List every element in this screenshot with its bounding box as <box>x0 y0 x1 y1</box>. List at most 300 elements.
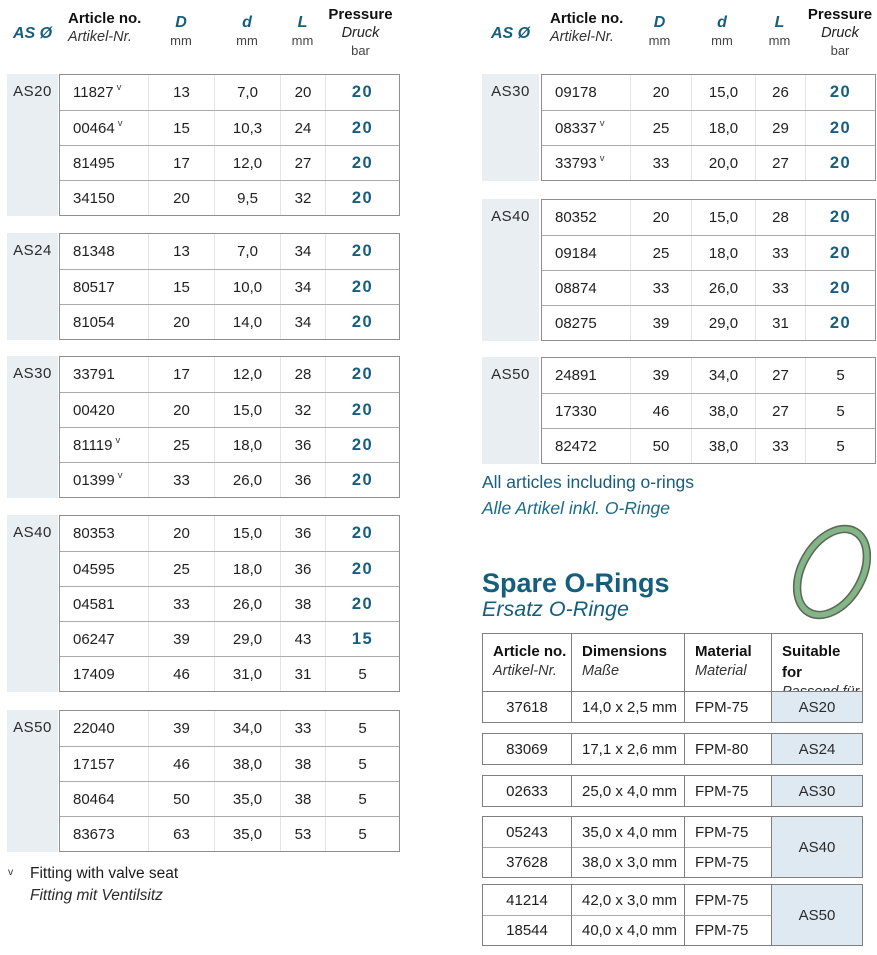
table-row <box>542 110 875 145</box>
article-cell <box>60 657 148 691</box>
spare-column <box>684 776 771 806</box>
article-cell <box>60 146 148 180</box>
pressure-cell: 5 <box>805 394 875 428</box>
spare-column <box>684 817 771 877</box>
column-header-D-label: D <box>175 14 187 31</box>
D-cell: 20 <box>148 305 214 339</box>
d-cell: 12,0 <box>214 357 280 392</box>
fitting-group-table <box>59 515 400 692</box>
valve-seat-marker: v <box>599 152 605 164</box>
article-cell <box>542 111 630 145</box>
table-row <box>542 305 875 340</box>
d-cell: 14,0 <box>214 305 280 339</box>
spare-header-article-en: Article no. <box>493 643 567 660</box>
pressure-cell: 20 <box>805 271 875 305</box>
D-cell: 33 <box>148 463 214 497</box>
group-label-cell <box>7 356 58 498</box>
table-row <box>60 392 399 427</box>
table-row <box>60 746 399 781</box>
pressure-cell: 20 <box>325 75 399 110</box>
pressure-cell: 20 <box>325 111 399 145</box>
d-cell: 20,0 <box>691 146 755 180</box>
L-cell: 20 <box>280 75 325 110</box>
pressure-cell: 20 <box>325 393 399 427</box>
table-row <box>60 781 399 816</box>
spare-article-cell: 02633 <box>506 782 548 800</box>
d-cell: 26,0 <box>214 463 280 497</box>
spare-column <box>571 692 684 722</box>
D-cell: 20 <box>148 516 214 551</box>
article-number: 81119 <box>73 436 113 454</box>
column-header-pressure-right <box>803 6 877 59</box>
column-header-pressure-en: Pressure <box>328 6 393 23</box>
article-number: 08275 <box>555 314 597 332</box>
pressure-cell: 20 <box>325 305 399 339</box>
group-label: AS30 <box>13 365 52 382</box>
spare-header-material <box>684 634 771 691</box>
article-number: 04581 <box>73 595 115 613</box>
spare-oring-block <box>482 816 863 878</box>
orings-included-note-de: Alle Artikel inkl. O-Ringe <box>482 498 671 518</box>
group-label: AS50 <box>13 719 52 736</box>
d-cell: 18,0 <box>691 111 755 145</box>
L-cell: 33 <box>755 429 805 463</box>
article-cell <box>60 516 148 551</box>
spare-column <box>483 692 571 722</box>
L-cell: 24 <box>280 111 325 145</box>
table-row <box>60 234 399 269</box>
d-cell: 10,0 <box>214 270 280 304</box>
table-row <box>60 357 399 392</box>
article-number: 17409 <box>73 665 115 683</box>
pressure-cell: 20 <box>805 236 875 270</box>
article-number: 08874 <box>555 279 597 297</box>
L-cell: 33 <box>280 711 325 746</box>
spare-dims-cell: 14,0 x 2,5 mm <box>582 698 678 716</box>
spare-orings-title: Spare O-Rings <box>482 568 670 598</box>
spare-column <box>684 734 771 764</box>
column-header-article-left <box>68 9 141 47</box>
o-ring-icon <box>786 516 877 628</box>
table-row <box>60 621 399 656</box>
group-label: AS40 <box>13 524 52 541</box>
article-cell <box>60 587 148 621</box>
L-cell: 31 <box>280 657 325 691</box>
fitting-group-table <box>541 357 876 464</box>
column-header-d-right <box>690 13 754 49</box>
d-cell: 38,0 <box>691 394 755 428</box>
table-row <box>542 200 875 235</box>
column-header-pressure-de: Druck <box>341 25 380 41</box>
d-cell: 18,0 <box>214 552 280 586</box>
article-cell <box>60 711 148 746</box>
spare-material-cell: FPM-80 <box>695 740 749 758</box>
column-header-pressure-unit: bar <box>830 43 850 58</box>
spare-column <box>684 692 771 722</box>
spare-header-material-de: Material <box>695 663 747 679</box>
article-cell <box>542 146 630 180</box>
table-row <box>60 180 399 215</box>
pressure-cell: 5 <box>325 711 399 746</box>
d-cell: 15,0 <box>214 393 280 427</box>
spare-material-cell: FPM-75 <box>695 698 749 716</box>
pressure-cell: 5 <box>325 657 399 691</box>
spare-orings-subtitle: Ersatz O-Ringe <box>482 597 629 621</box>
spare-header-suitable-en: Suitable for <box>782 643 841 681</box>
D-cell: 25 <box>630 236 691 270</box>
fitting-group-table <box>59 356 400 498</box>
column-header-L-label: L <box>297 14 308 31</box>
column-header-article-en: Article no. <box>68 10 142 27</box>
pressure-cell: 20 <box>325 587 399 621</box>
article-number: 09178 <box>555 84 597 101</box>
d-cell: 38,0 <box>214 747 280 781</box>
valve-seat-marker: v <box>117 469 123 481</box>
d-cell: 15,0 <box>214 516 280 551</box>
L-cell: 36 <box>280 463 325 497</box>
L-cell: 38 <box>280 587 325 621</box>
column-header-article-en: Article no. <box>550 10 624 27</box>
D-cell: 33 <box>148 587 214 621</box>
column-header-L-label: L <box>774 14 785 31</box>
orings-included-note-en: All articles including o-rings <box>482 472 695 492</box>
column-header-pressure-left <box>321 6 400 59</box>
group-label-cell <box>7 74 58 216</box>
d-cell: 9,5 <box>214 181 280 215</box>
spare-article-cell: 37628 <box>483 847 571 877</box>
group-label-cell <box>7 710 58 852</box>
article-number: 81348 <box>73 243 115 260</box>
pressure-cell: 20 <box>325 270 399 304</box>
pressure-cell: 5 <box>325 747 399 781</box>
article-cell <box>542 394 630 428</box>
spare-material-cell: FPM-75 <box>695 782 749 800</box>
column-header-L-unit: mm <box>768 33 791 48</box>
D-cell: 33 <box>630 271 691 305</box>
column-header-D-left <box>148 13 214 49</box>
suitable-for-cell: AS40 <box>771 817 862 877</box>
spare-orings-table-header <box>482 633 863 692</box>
D-cell: 20 <box>148 181 214 215</box>
suitable-for-cell: AS20 <box>771 692 862 722</box>
spare-column <box>483 817 571 877</box>
article-cell <box>60 75 148 110</box>
L-cell: 31 <box>755 306 805 340</box>
D-cell: 15 <box>148 111 214 145</box>
spare-material-cell: FPM-75 <box>695 823 749 841</box>
spare-dims-cell: 17,1 x 2,6 mm <box>582 740 678 758</box>
spare-dims-cell: 40,0 x 4,0 mm <box>572 915 684 945</box>
article-cell <box>60 305 148 339</box>
fitting-group-table <box>541 199 876 341</box>
table-row <box>60 816 399 851</box>
table-row <box>542 75 875 110</box>
table-row <box>542 270 875 305</box>
article-number: 17330 <box>555 402 597 420</box>
article-number: 04595 <box>73 560 115 578</box>
L-cell: 38 <box>280 747 325 781</box>
group-label-cell <box>7 233 58 340</box>
article-cell <box>542 429 630 463</box>
L-cell: 53 <box>280 817 325 851</box>
spare-article-cell: 18544 <box>483 915 571 945</box>
spare-header-dimensions-de: Maße <box>582 663 620 679</box>
spare-header-article-de: Artikel-Nr. <box>493 663 557 679</box>
table-row <box>542 428 875 463</box>
spare-column <box>571 734 684 764</box>
D-cell: 25 <box>148 428 214 462</box>
article-cell <box>542 200 630 235</box>
column-header-pressure-en: Pressure <box>807 6 873 23</box>
L-cell: 43 <box>280 622 325 656</box>
pressure-cell: 20 <box>805 306 875 340</box>
valve-seat-marker: v <box>116 82 122 93</box>
article-cell <box>60 782 148 816</box>
L-cell: 27 <box>755 394 805 428</box>
pressure-cell: 20 <box>325 146 399 180</box>
column-header-D-unit: mm <box>648 33 671 48</box>
pressure-cell: 5 <box>805 429 875 463</box>
group-label: AS20 <box>13 83 52 100</box>
spare-column <box>571 817 684 877</box>
table-row <box>542 358 875 393</box>
spare-column <box>571 776 684 806</box>
column-header-D-right <box>629 13 690 49</box>
column-header-as-right: AS Ø <box>490 25 531 42</box>
spare-header-material-en: Material <box>695 643 752 660</box>
fitting-group-table <box>59 233 400 340</box>
d-cell: 35,0 <box>214 817 280 851</box>
D-cell: 25 <box>630 111 691 145</box>
pressure-cell: 20 <box>325 357 399 392</box>
article-number: 33791 <box>73 366 115 383</box>
article-cell <box>60 270 148 304</box>
d-cell: 12,0 <box>214 146 280 180</box>
D-cell: 17 <box>148 146 214 180</box>
L-cell: 32 <box>280 393 325 427</box>
pressure-cell: 20 <box>325 428 399 462</box>
L-cell: 36 <box>280 552 325 586</box>
article-cell <box>542 271 630 305</box>
column-header-d-unit: mm <box>711 33 733 48</box>
article-cell <box>542 236 630 270</box>
spare-dims-cell: 38,0 x 3,0 mm <box>572 847 684 877</box>
article-cell <box>60 357 148 392</box>
article-cell <box>542 75 630 110</box>
spare-dims-cell: 35,0 x 4,0 mm <box>582 823 678 841</box>
pressure-cell: 20 <box>805 200 875 235</box>
group-label: AS50 <box>491 366 530 383</box>
spare-oring-block <box>482 733 863 765</box>
article-number: 22040 <box>73 720 115 737</box>
D-cell: 50 <box>630 429 691 463</box>
table-row <box>60 269 399 304</box>
article-number: 83673 <box>73 825 115 843</box>
article-cell <box>60 463 148 497</box>
d-cell: 31,0 <box>214 657 280 691</box>
column-header-pressure-de: Druck <box>821 25 859 41</box>
article-number: 80353 <box>73 525 115 542</box>
L-cell: 27 <box>280 146 325 180</box>
article-number: 17157 <box>73 755 115 773</box>
d-cell: 34,0 <box>691 358 755 393</box>
d-cell: 7,0 <box>214 234 280 269</box>
spare-column <box>483 776 571 806</box>
group-label-cell <box>7 515 58 692</box>
column-header-D-unit: mm <box>170 33 192 48</box>
pressure-cell: 20 <box>325 234 399 269</box>
spare-oring-block <box>482 691 863 723</box>
group-label-cell <box>482 357 539 464</box>
spare-column <box>684 885 771 945</box>
D-cell: 17 <box>148 357 214 392</box>
spare-column <box>483 885 571 945</box>
article-number: 00464 <box>73 119 115 137</box>
valve-seat-marker: v <box>115 434 121 446</box>
L-cell: 33 <box>755 236 805 270</box>
pressure-cell: 5 <box>325 817 399 851</box>
article-number: 80464 <box>73 790 115 808</box>
column-header-L-unit: mm <box>291 33 314 48</box>
article-cell <box>60 111 148 145</box>
pressure-cell: 5 <box>805 358 875 393</box>
group-label-cell <box>482 74 539 181</box>
table-row <box>60 304 399 339</box>
article-cell <box>60 428 148 462</box>
D-cell: 20 <box>630 200 691 235</box>
group-label-cell <box>482 199 539 341</box>
D-cell: 63 <box>148 817 214 851</box>
d-cell: 10,3 <box>214 111 280 145</box>
spare-header-dimensions <box>571 634 684 691</box>
D-cell: 39 <box>148 622 214 656</box>
column-header-d-left <box>214 13 280 49</box>
pressure-cell: 20 <box>325 516 399 551</box>
column-header-as-left: AS Ø <box>12 25 53 42</box>
article-number: 80517 <box>73 278 115 296</box>
L-cell: 26 <box>755 75 805 110</box>
article-cell <box>542 306 630 340</box>
D-cell: 39 <box>630 306 691 340</box>
L-cell: 32 <box>280 181 325 215</box>
spare-oring-block <box>482 775 863 807</box>
article-cell <box>60 747 148 781</box>
D-cell: 50 <box>148 782 214 816</box>
fitting-group-table <box>541 74 876 181</box>
table-row <box>60 586 399 621</box>
spare-header-dimensions-en: Dimensions <box>582 643 668 660</box>
spare-article-cell: 41214 <box>506 891 548 909</box>
L-cell: 34 <box>280 234 325 269</box>
pressure-cell: 5 <box>325 782 399 816</box>
D-cell: 13 <box>148 75 214 110</box>
spare-article-cell: 83069 <box>506 740 548 758</box>
d-cell: 15,0 <box>691 75 755 110</box>
pressure-cell: 20 <box>805 75 875 110</box>
column-header-d-unit: mm <box>236 33 258 48</box>
d-cell: 26,0 <box>214 587 280 621</box>
table-row <box>60 551 399 586</box>
spare-header-suitable <box>771 634 862 691</box>
L-cell: 36 <box>280 428 325 462</box>
spare-header-article <box>483 634 571 691</box>
spare-article-cell: 05243 <box>506 823 548 841</box>
article-number: 24891 <box>555 367 597 384</box>
L-cell: 27 <box>755 358 805 393</box>
article-number: 09184 <box>555 244 597 262</box>
valve-seat-marker: v <box>599 117 605 129</box>
spare-article-cell: 37618 <box>506 698 548 716</box>
table-row <box>542 235 875 270</box>
column-header-L-right <box>754 13 805 49</box>
table-row <box>60 656 399 691</box>
L-cell: 34 <box>280 270 325 304</box>
valve-seat-footnote-en: Fitting with valve seat <box>30 865 179 882</box>
valve-seat-marker: v <box>117 117 123 129</box>
d-cell: 18,0 <box>691 236 755 270</box>
pressure-cell: 20 <box>805 146 875 180</box>
table-row <box>542 393 875 428</box>
article-number: 11827 <box>73 84 114 101</box>
d-cell: 38,0 <box>691 429 755 463</box>
article-cell <box>60 622 148 656</box>
L-cell: 29 <box>755 111 805 145</box>
table-row <box>60 516 399 551</box>
column-header-pressure-unit: bar <box>351 43 370 58</box>
article-number: 08337 <box>555 119 597 137</box>
table-row <box>542 145 875 180</box>
suitable-for-cell: AS24 <box>771 734 862 764</box>
column-header-d-label: d <box>242 14 252 31</box>
d-cell: 35,0 <box>214 782 280 816</box>
d-cell: 15,0 <box>691 200 755 235</box>
D-cell: 20 <box>148 393 214 427</box>
L-cell: 28 <box>280 357 325 392</box>
table-row <box>60 110 399 145</box>
article-number: 80352 <box>555 209 597 226</box>
L-cell: 34 <box>280 305 325 339</box>
pressure-cell: 20 <box>325 463 399 497</box>
valve-seat-footnote-marker: v <box>8 866 14 878</box>
article-number: 01399 <box>73 471 115 489</box>
L-cell: 36 <box>280 516 325 551</box>
d-cell: 29,0 <box>691 306 755 340</box>
L-cell: 38 <box>280 782 325 816</box>
article-cell <box>60 234 148 269</box>
article-number: 81054 <box>73 313 115 331</box>
d-cell: 26,0 <box>691 271 755 305</box>
fitting-group-table <box>59 710 400 852</box>
group-label: AS30 <box>491 83 530 100</box>
spare-column <box>571 885 684 945</box>
column-header-article-right <box>550 9 623 47</box>
table-row <box>60 427 399 462</box>
article-cell <box>60 181 148 215</box>
D-cell: 39 <box>630 358 691 393</box>
spare-dims-cell: 42,0 x 3,0 mm <box>582 891 678 909</box>
pressure-cell: 15 <box>325 622 399 656</box>
table-row <box>60 462 399 497</box>
table-row <box>60 145 399 180</box>
column-header-d-label: d <box>717 14 727 31</box>
article-cell <box>60 552 148 586</box>
D-cell: 15 <box>148 270 214 304</box>
fitting-group-table <box>59 74 400 216</box>
spare-dims-cell: 25,0 x 4,0 mm <box>582 782 678 800</box>
D-cell: 46 <box>148 657 214 691</box>
article-number: 00420 <box>73 401 115 419</box>
table-row <box>60 711 399 746</box>
